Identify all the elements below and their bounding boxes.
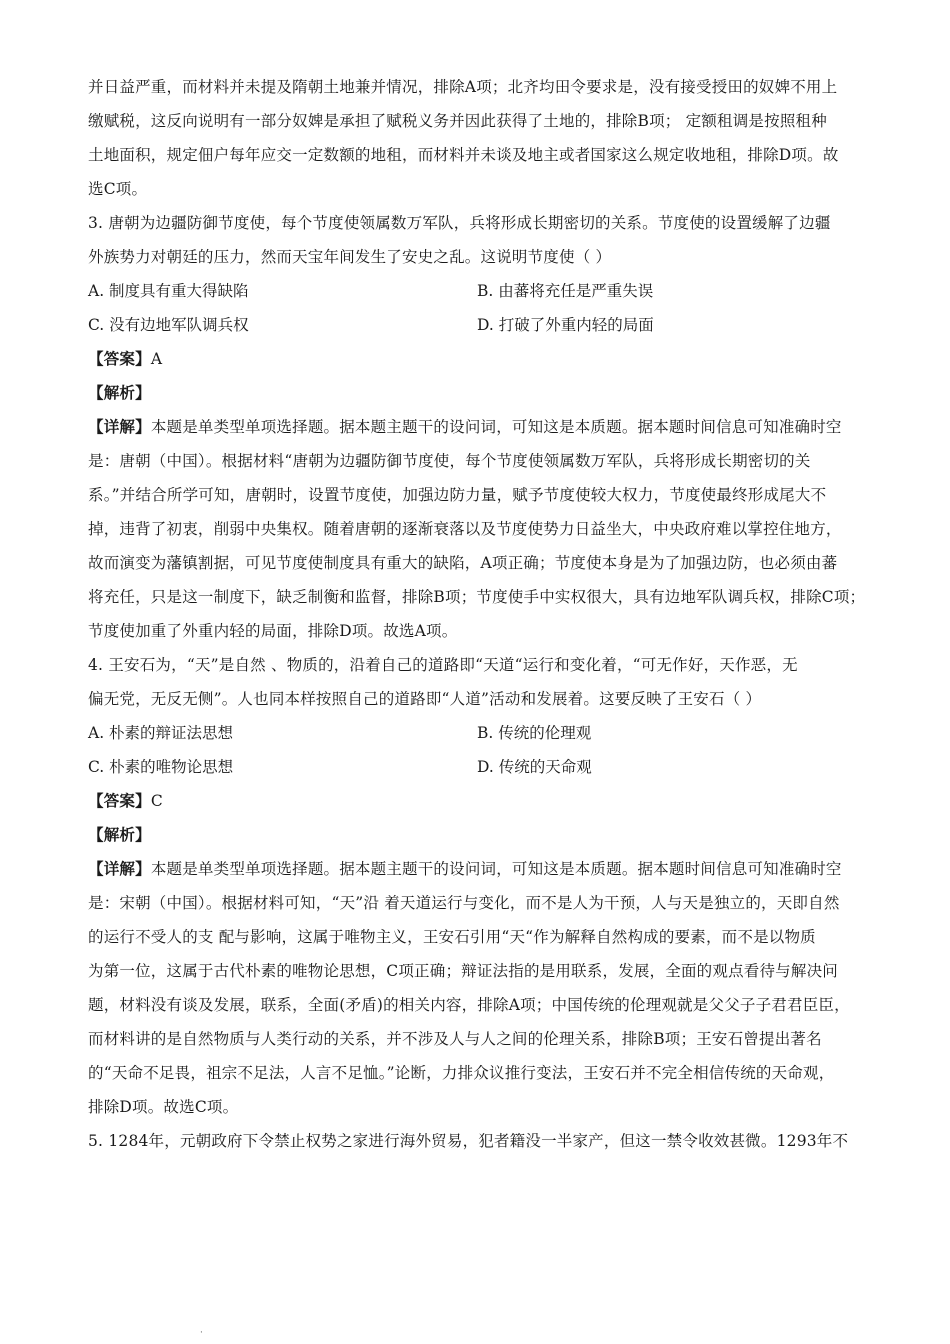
question-4-stem: 偏无党，无反无侧”。人也同本样按照自己的道路即“人道”活动和发展着。这要反映了王安石（ ） — [88, 690, 762, 708]
option-d: D. 传统的天命观 — [477, 758, 592, 776]
question-3-analysis — [88, 376, 866, 410]
text-line: 缴赋税，这反向说明有一部分奴婢是承担了赋税义务并因此获得了土地的，排除B项； 定额租调是按照租种 — [88, 112, 827, 130]
option-c: C. 没有边地军队调兵权 — [88, 316, 249, 334]
question-3-detail — [88, 410, 866, 444]
question-3-detail: 故而演变为藩镇割据，可见节度使制度具有重大的缺陷，A项正确；节度使本身是为了加强边防，也必须由蕃 — [88, 554, 838, 572]
analysis-label: 【解析】 — [88, 825, 151, 844]
question-5-stem: 5. 1284年，元朝政府下令禁止权势之家进行海外贸易，犯者籍没一半家产，但这一禁令收效甚微。1293年不 — [88, 1132, 849, 1150]
question-3-detail: 节度使加重了外重内轻的局面，排除D项。故选A项。 — [88, 622, 458, 640]
question-4-answer — [88, 784, 866, 818]
answer-value: A — [150, 350, 163, 368]
detail-text: 本题是单类型单项选择题。据本题主题干的设问词，可知这是本质题。据本题时间信息可知准确时空 — [150, 860, 842, 878]
question-4-options-row-1 — [88, 716, 866, 750]
question-3-detail: 将充任，只是这一制度下，缺乏制衡和监督，排除B项；节度使手中实权很大，具有边地军队调兵权，排除C项； — [88, 588, 866, 606]
question-3-detail: 掉，违背了初衷，削弱中央集权。随着唐朝的逐渐衰落以及节度使势力日益坐大，中央政府难以掌控住地方， — [88, 520, 842, 538]
question-4-detail: 的运行不受人的支 配与影响，这属于唯物主义，王安石引用“天“作为解释自然构成的要素，而不是以物质 — [88, 928, 816, 946]
detail-label: 【详解】 — [88, 417, 151, 436]
question-3-answer — [88, 342, 866, 376]
answer-value: C — [150, 792, 163, 810]
question-4-options-row-2 — [88, 750, 866, 784]
question-4-detail: 是：宋朝（中国）。根据材料可知，“天”沿 着天道运行与变化，而不是人为干预，人与天是独立的，天即自然 — [88, 894, 840, 912]
text-line: 土地面积，规定佃户每年应交一定数额的地租，而材料并未谈及地主或者国家这么规定收地租，排除D项。故 — [88, 146, 839, 164]
document-content — [88, 70, 866, 1158]
text-line: 并日益严重，而材料并未提及隋朝土地兼并情况，排除A项；北齐均田令要求是，没有接受授田的奴婢不用上 — [88, 78, 838, 96]
question-4-analysis — [88, 818, 866, 852]
question-3-options-row-1 — [88, 274, 866, 308]
option-a: A. 朴素的辩证法思想 — [88, 724, 234, 742]
option-b: B. 由蕃将充任是严重失误 — [477, 282, 654, 300]
answer-label: 【答案】 — [88, 791, 151, 810]
question-4-detail: 的“天命不足畏，祖宗不足法，人言不足恤。”论断，力排众议推行变法，王安石并不完全相信传统的天命观， — [88, 1064, 835, 1082]
text-line: 选C项。 — [88, 180, 148, 198]
question-4-detail: 为第一位，这属于古代朴素的唯物论思想，C项正确；辩证法指的是用联系，发展，全面的观点看待与解决问 — [88, 962, 838, 980]
question-3-stem: 3. 唐朝为边疆防御节度使，每个节度使领属数万军队，兵将形成长期密切的关系。节度使的设置缓解了边疆 — [88, 214, 831, 232]
question-3-stem: 外族势力对朝廷的压力，然而天宝年间发生了安史之乱。这说明节度使（ ） — [88, 248, 612, 266]
answer-label: 【答案】 — [88, 349, 151, 368]
option-c: C. 朴素的唯物论思想 — [88, 758, 234, 776]
question-3-detail: 是：唐朝（中国）。根据材料“唐朝为边疆防御节度使，每个节度使领属数万军队，兵将形成长期密切的关 — [88, 452, 811, 470]
question-4-detail — [88, 852, 866, 886]
question-4-stem: 4. 王安石为，“天”是自然 、物质的，沿着自己的道路即“天道“运行和变化着，“可无作好，天作恶，无 — [88, 656, 798, 674]
option-a: A. 制度具有重大得缺陷 — [88, 282, 249, 300]
question-4-detail: 而材料讲的是自然物质与人类行动的关系，并不涉及人与人之间的伦理关系，排除B项；王安石曾提出著名 — [88, 1030, 822, 1048]
analysis-label: 【解析】 — [88, 383, 151, 402]
detail-label: 【详解】 — [88, 859, 151, 878]
question-3-detail: 系。”并结合所学可知，唐朝时，设置节度使，加强边防力量，赋予节度使较大权力，节度使最终形成尾大不 — [88, 486, 827, 504]
detail-text: 本题是单类型单项选择题。据本题主题干的设问词，可知这是本质题。据本题时间信息可知准确时空 — [150, 418, 842, 436]
footer-mark: · — [200, 1328, 203, 1338]
question-4-detail: 题，材料没有谈及发展，联系，全面(矛盾)的相关内容，排除A项；中国传统的伦理观就是父父子子君君臣臣， — [88, 996, 850, 1014]
question-4-detail: 排除D项。故选C项。 — [88, 1098, 239, 1116]
question-3-options-row-2 — [88, 308, 866, 342]
option-d: D. 打破了外重内轻的局面 — [477, 316, 654, 334]
option-b: B. 传统的伦理观 — [477, 724, 592, 742]
